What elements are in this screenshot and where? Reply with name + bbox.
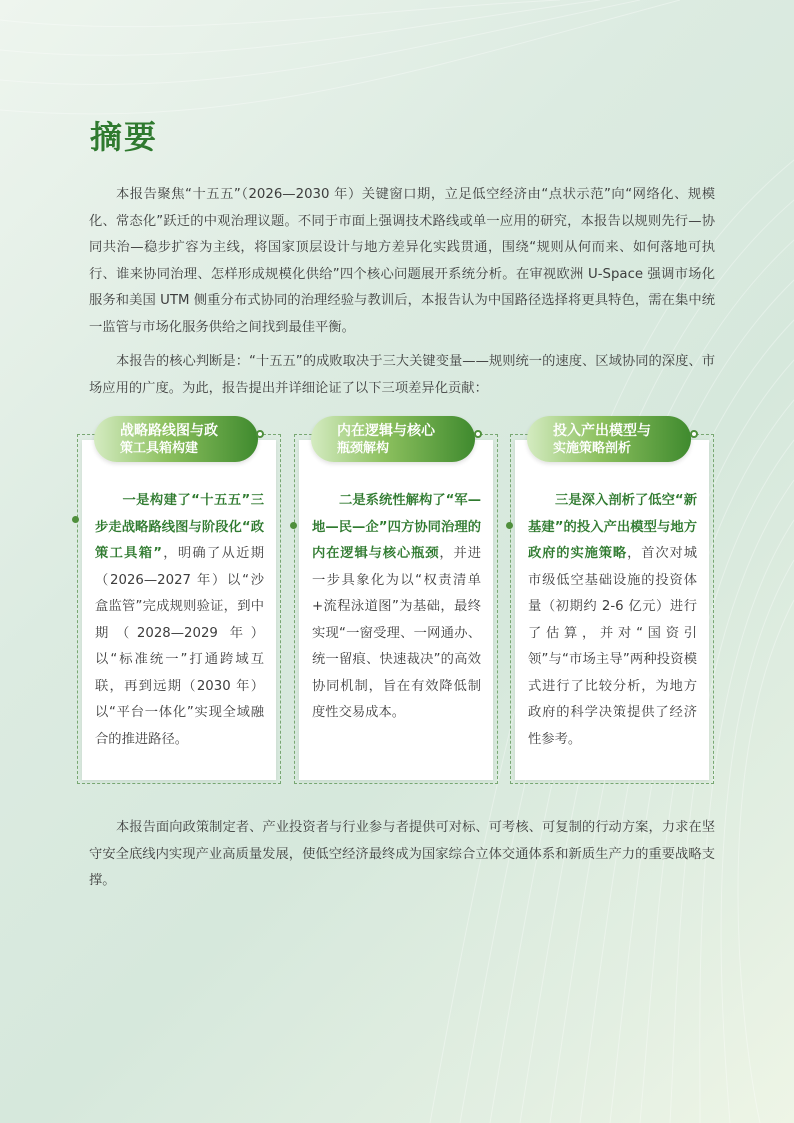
card-1-highlight: 一是构建了“十五五”三步走战略路线图与阶段化“政策工具箱” [95, 493, 264, 561]
contribution-card-1 [82, 440, 276, 780]
card-1-text [95, 488, 264, 753]
card-2-side-dot [290, 522, 297, 529]
contribution-card-2 [299, 440, 493, 780]
card-1-tab-line1: 战略路线图与政 [120, 422, 218, 439]
card-2-ring-dot [474, 430, 482, 438]
card-1-tab-line2: 策工具箱构建 [120, 440, 199, 456]
card-1-body: ，明确了从近期（2026—2027 年）以“沙盒监管”完成规则验证，到中期（2028—2029 年）以“标准统一”打通跨域互联，再到远期（2030 年）以“平台一体化”实现全域融合的推进路径。 [95, 546, 264, 747]
card-2-tab-line2: 瓶颈解构 [337, 440, 390, 456]
card-2-tab [311, 416, 475, 462]
card-3-highlight: 三是深入剖析了低空“新基建”的投入产出模型与地方政府的实施策略 [528, 493, 697, 561]
card-3-tab-line1: 投入产出模型与 [553, 422, 651, 439]
card-3-tab [527, 416, 691, 462]
card-1-tab [94, 416, 258, 462]
card-2-text [312, 488, 481, 727]
card-3-text [528, 488, 697, 753]
closing-paragraph: 本报告面向政策制定者、产业投资者与行业参与者提供可对标、可考核、可复制的行动方案，力求在坚守安全底线内实现产业高质量发展，使低空经济最终成为国家综合立体交通体系和新质生产力的重要战略支撑。 [89, 820, 715, 888]
core-judgement-paragraph: 本报告的核心判断是：“十五五”的成败取决于三大关键变量——规则统一的速度、区域协同的深度、市场应用的广度。为此，报告提出并详细论证了以下三项差异化贡献： [89, 354, 715, 396]
card-3-body: ，首次对城市级低空基础设施的投资体量（初期约 2-6 亿元）进行了估算，并对“国资引领”与“市场主导”两种投资模式进行了比较分析，为地方政府的科学决策提供了经济性参考。 [528, 546, 698, 747]
card-2-body: ，并进一步具象化为以“权责清单+流程泳道图”为基础，最终实现“一窗受理、一网通办、统一留痕、快速裁决”的高效协同机制，旨在有效降低制度性交易成本。 [312, 546, 482, 720]
card-3-ring-dot [690, 430, 698, 438]
card-3-side-dot [506, 522, 513, 529]
card-1-ring-dot [256, 430, 264, 438]
intro-paragraph: 本报告聚焦“十五五”（2026—2030 年）关键窗口期，立足低空经济由“点状示范”向“网络化、规模化、常态化”跃迁的中观治理议题。不同于市面上强调技术路线或单一应用的研究，本报告以规则先行—协同共治—稳步扩容为主线，将国家顶层设计与地方差异化实践贯通，围绕“规则从何而来、如何落地可执行、谁来协同治理、怎样形成规模化供给”四个核心问题展开系统分析。在审视欧洲 U-Space 强调市场化服务和美国 UTM 侧重分布式协同的治理经验与教训后，本报告认为中国路径选择将更具特色，需在集中统一监管与市场化服务供给之间找到最佳平衡。 [89, 187, 715, 335]
card-3-tab-line2: 实施策略剖析 [553, 440, 632, 456]
card-2-highlight: 二是系统性解构了“军—地—民—企”四方协同治理的内在逻辑与核心瓶颈 [312, 493, 481, 561]
page-title: 摘要 [90, 118, 159, 156]
contribution-card-3 [515, 440, 709, 780]
card-2-tab-line1: 内在逻辑与核心 [337, 422, 435, 439]
card-1-side-dot [72, 516, 79, 523]
